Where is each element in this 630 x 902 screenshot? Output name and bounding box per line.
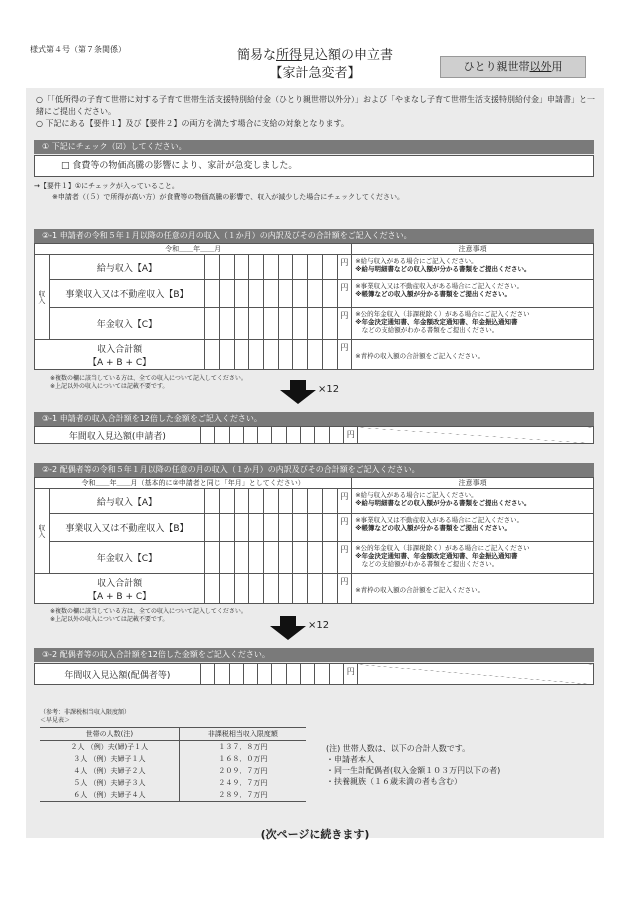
business-note: ※事業収入又は不動産収入がある場合にご記入ください。 ※帳簿などの収入額が分かる書類をご提出ください。 bbox=[352, 280, 594, 308]
yen-unit: 円 bbox=[337, 489, 352, 514]
digit-cell[interactable] bbox=[272, 664, 286, 685]
digit-cell[interactable] bbox=[322, 514, 337, 542]
digit-cell[interactable] bbox=[286, 427, 300, 444]
digit-cell[interactable] bbox=[293, 489, 308, 514]
digit-cell[interactable] bbox=[322, 280, 337, 308]
digit-cell[interactable] bbox=[229, 664, 243, 685]
form-type-badge: ひとり親世帯以外用 bbox=[440, 56, 586, 78]
continued-note: (次ページに続きます) bbox=[260, 828, 370, 841]
digit-cell[interactable] bbox=[243, 664, 257, 685]
digit-cell[interactable] bbox=[293, 514, 308, 542]
salary-label: 給与収入【A】 bbox=[49, 255, 205, 280]
digit-cell[interactable] bbox=[264, 255, 279, 280]
digit-cell[interactable] bbox=[315, 664, 329, 685]
salary-label: 給与収入【A】 bbox=[49, 489, 205, 514]
digit-cell[interactable] bbox=[249, 308, 264, 340]
note-header: 注意事項 bbox=[352, 478, 594, 489]
salary-note: ※給与収入がある場合にご記入ください。 ※給与明細書などの収入額が分かる書類をご提出ください。 bbox=[352, 489, 594, 514]
yen-unit: 円 bbox=[337, 542, 352, 574]
digit-cell[interactable] bbox=[308, 514, 323, 542]
digit-cell[interactable] bbox=[219, 308, 234, 340]
total-label: 収入合計額 【A + B + C】 bbox=[35, 340, 205, 370]
footnote-2: ※上記以外の収入については記載不要です。 bbox=[50, 616, 169, 623]
down-arrow-icon bbox=[280, 380, 316, 404]
digit-cell[interactable] bbox=[322, 542, 337, 574]
digit-cell[interactable] bbox=[278, 340, 293, 370]
footnote-1: ※複数の欄に該当している方は、全ての収入について記入してください。 bbox=[50, 375, 247, 382]
yen-unit: 円 bbox=[337, 340, 352, 370]
diagonal-cell bbox=[358, 427, 594, 444]
digit-cell[interactable] bbox=[219, 542, 234, 574]
page-subtitle: 【家計急変者】 bbox=[269, 66, 361, 81]
digit-cell[interactable] bbox=[293, 574, 308, 604]
multiplier-label: ×12 bbox=[318, 384, 340, 395]
month-header: 令和＿＿年＿＿月 bbox=[35, 244, 352, 255]
digit-cell[interactable] bbox=[278, 514, 293, 542]
yen-unit: 円 bbox=[337, 308, 352, 340]
footnote-2: ※上記以外の収入については記載不要です。 bbox=[50, 383, 169, 390]
digit-cell[interactable] bbox=[301, 427, 315, 444]
notice-line-1: ○「「低所得の子育て世帯に対する子育て世帯生活支援特別給付金（ひとり親世帯以外分）」および「やまなし子育て世帯生活支援特別給付金」申請書」と一緒にご提出ください。 bbox=[36, 95, 595, 116]
digit-cell[interactable] bbox=[278, 308, 293, 340]
ref-col-people: 世帯の人数(注) bbox=[40, 728, 179, 741]
digit-cell[interactable] bbox=[249, 542, 264, 574]
digit-cell[interactable] bbox=[205, 308, 220, 340]
digit-cell[interactable] bbox=[215, 427, 229, 444]
digit-cell[interactable] bbox=[205, 574, 220, 604]
digit-cell[interactable] bbox=[249, 574, 264, 604]
digit-cell[interactable] bbox=[200, 664, 214, 685]
total-label: 収入合計額 【A + B + C】 bbox=[35, 574, 205, 604]
digit-cell[interactable] bbox=[278, 255, 293, 280]
section32-header: ③-2 配偶者等の収入合計額を12倍した金額をご記入ください。 bbox=[34, 648, 594, 662]
digit-cell[interactable] bbox=[258, 664, 272, 685]
requirement1-text: →【要件１】①にチェックが入っていること。 bbox=[34, 182, 179, 190]
digit-cell[interactable] bbox=[322, 489, 337, 514]
digit-cell[interactable] bbox=[308, 255, 323, 280]
digit-cell[interactable] bbox=[205, 340, 220, 370]
yen-unit: 円 bbox=[337, 574, 352, 604]
digit-cell[interactable] bbox=[308, 308, 323, 340]
requirement1-note: ※申請者（（５）で所得が高い方）が食費等の物価高騰の影響で、収入が減少した場合にチェックしてください。 bbox=[52, 193, 405, 201]
note-header: 注意事項 bbox=[352, 244, 594, 255]
digit-cell[interactable] bbox=[219, 340, 234, 370]
digit-cell[interactable] bbox=[264, 489, 279, 514]
ref-row-limit: ２４９．７万円 bbox=[218, 779, 268, 787]
digit-cell[interactable] bbox=[249, 489, 264, 514]
down-arrow-icon bbox=[270, 616, 306, 640]
digit-cell[interactable] bbox=[264, 280, 279, 308]
digit-cell[interactable] bbox=[278, 280, 293, 308]
digit-cell[interactable] bbox=[234, 308, 249, 340]
digit-cell[interactable] bbox=[264, 340, 279, 370]
digit-cell[interactable] bbox=[258, 427, 272, 444]
reference-caption: （参考：非課税相当収入限度額） bbox=[40, 709, 131, 716]
ref-row-people: ２人 （例）夫(婦)子１人 bbox=[40, 741, 179, 754]
ref-row-people: ６人 （例）夫婦子４人 bbox=[40, 789, 179, 802]
salary-note: ※給与収入がある場合にご記入ください。 ※給与明細書などの収入額が分かる書類をご提出ください。 bbox=[352, 255, 594, 280]
digit-cell[interactable] bbox=[243, 427, 257, 444]
digit-cell[interactable] bbox=[293, 340, 308, 370]
digit-cell[interactable] bbox=[301, 664, 315, 685]
section1-header: ① 下記にチェック（☑）してください。 bbox=[34, 140, 594, 154]
digit-cell[interactable] bbox=[278, 489, 293, 514]
digit-cell[interactable] bbox=[229, 427, 243, 444]
digit-cell[interactable] bbox=[234, 542, 249, 574]
annual-estimate-label: 年間収入見込額(配偶者等) bbox=[35, 664, 201, 685]
digit-cell[interactable] bbox=[329, 664, 343, 685]
ref-row-people: ５人 （例）夫婦子３人 bbox=[40, 777, 179, 789]
business-label: 事業収入又は不動産収入【B】 bbox=[49, 280, 205, 308]
digit-cell[interactable] bbox=[293, 280, 308, 308]
income-side-label: 収入 bbox=[35, 489, 50, 574]
digit-cell[interactable] bbox=[308, 280, 323, 308]
digit-cell[interactable] bbox=[234, 340, 249, 370]
digit-cell[interactable] bbox=[308, 574, 323, 604]
ref-row-limit: １３７．８万円 bbox=[218, 743, 268, 751]
diagonal-cell bbox=[358, 664, 594, 685]
yen-unit: 円 bbox=[337, 280, 352, 308]
digit-cell[interactable] bbox=[234, 574, 249, 604]
digit-cell[interactable] bbox=[200, 427, 214, 444]
digit-cell[interactable] bbox=[293, 255, 308, 280]
digit-cell[interactable] bbox=[322, 308, 337, 340]
digit-cell[interactable] bbox=[322, 340, 337, 370]
business-note: ※事業収入又は不動産収入がある場合にご記入ください。 ※帳簿などの収入額が分かる書類をご提出ください。 bbox=[352, 514, 594, 542]
yen-unit: 円 bbox=[337, 514, 352, 542]
digit-cell[interactable] bbox=[249, 340, 264, 370]
section22-table bbox=[34, 477, 594, 604]
total-note: ※青枠の収入額の合計額をご記入ください。 bbox=[352, 574, 594, 604]
footnote-1: ※複数の欄に該当している方は、全ての収入について記入してください。 bbox=[50, 608, 247, 615]
business-label: 事業収入又は不動産収入【B】 bbox=[49, 514, 205, 542]
yen-unit: 円 bbox=[337, 255, 352, 280]
disaster-checkbox[interactable]: □ 食費等の物価高騰の影響により、家計が急変しました。 bbox=[34, 155, 594, 177]
ref-row-limit: ２０９．７万円 bbox=[218, 767, 268, 775]
form-number: 様式第４号（第７条関係） bbox=[30, 45, 126, 54]
digit-cell[interactable] bbox=[264, 308, 279, 340]
digit-cell[interactable] bbox=[219, 574, 234, 604]
digit-cell[interactable] bbox=[234, 514, 249, 542]
multiplier-label: ×12 bbox=[308, 620, 330, 631]
digit-cell[interactable] bbox=[322, 255, 337, 280]
digit-cell[interactable] bbox=[322, 574, 337, 604]
digit-cell[interactable] bbox=[205, 542, 220, 574]
digit-cell[interactable] bbox=[308, 489, 323, 514]
pension-note: ※公的年金収入（非課税除く）がある場合にご記入ください ※年金決定通知書、年金額改定通知書、年金振込通知書 などの支給額がわかる書類をご提出ください。 bbox=[352, 308, 594, 340]
digit-cell[interactable] bbox=[329, 427, 343, 444]
annual-estimate-label: 年間収入見込額(申請者) bbox=[35, 427, 201, 444]
digit-cell[interactable] bbox=[293, 542, 308, 574]
section31-header: ③-1 申請者の収入合計額を12倍した金額をご記入ください。 bbox=[34, 412, 594, 426]
digit-cell[interactable] bbox=[205, 255, 220, 280]
digit-cell[interactable] bbox=[286, 664, 300, 685]
digit-cell[interactable] bbox=[278, 574, 293, 604]
digit-cell[interactable] bbox=[219, 514, 234, 542]
digit-cell[interactable] bbox=[219, 280, 234, 308]
digit-cell[interactable] bbox=[249, 255, 264, 280]
digit-cell[interactable] bbox=[264, 514, 279, 542]
digit-cell[interactable] bbox=[205, 514, 220, 542]
section31-table bbox=[34, 426, 594, 444]
ref-col-limit: 非課税相当収入限度額 bbox=[207, 730, 278, 738]
household-note: (注) 世帯人数は、以下の合計人数です。 ・申請者本人 ・同一生計配偶者(収入金額１０３万円以下の者) ・扶養親族（１６歳未満の者も含む） bbox=[326, 744, 501, 786]
income-side-label: 収入 bbox=[35, 255, 50, 340]
digit-cell[interactable] bbox=[234, 255, 249, 280]
digit-cell[interactable] bbox=[249, 280, 264, 308]
section22-header: ②-2 配偶者等の令和５年１月以降の任意の月の収入（１か月）の内訳及びその合計額をご記入ください。 bbox=[34, 463, 594, 477]
digit-cell[interactable] bbox=[264, 574, 279, 604]
digit-cell[interactable] bbox=[293, 308, 308, 340]
section21-header: ②-1 申請者の令和５年１月以降の任意の月の収入（１か月）の内訳及びその合計額をご記入ください。 bbox=[34, 229, 594, 243]
pension-label: 年金収入【C】 bbox=[49, 542, 205, 574]
quick-table-caption: ＜早見表＞ bbox=[40, 717, 71, 724]
digit-cell[interactable] bbox=[308, 542, 323, 574]
month-header: 令和＿＿年＿＿月（基本的に②申請者と同じ「年月」としてください） bbox=[35, 478, 352, 489]
digit-cell[interactable] bbox=[315, 427, 329, 444]
section32-table bbox=[34, 663, 594, 685]
digit-cell[interactable] bbox=[234, 489, 249, 514]
digit-cell[interactable] bbox=[205, 280, 220, 308]
notice-line-2: ○ 下記にある【要件１】及び【要件２】の両方を満たす場合に支給の対象となります。 bbox=[36, 119, 349, 128]
digit-cell[interactable] bbox=[205, 489, 220, 514]
total-note: ※青枠の収入額の合計額をご記入ください。 bbox=[352, 340, 594, 370]
ref-row-limit: ２８９．７万円 bbox=[218, 791, 268, 799]
page-title: 簡易な所得見込額の申立書 bbox=[236, 48, 394, 63]
digit-cell[interactable] bbox=[278, 542, 293, 574]
digit-cell[interactable] bbox=[249, 514, 264, 542]
ref-row-people: ３人 （例）夫婦子１人 bbox=[40, 753, 179, 765]
notice-block bbox=[36, 94, 596, 130]
section21-table bbox=[34, 243, 594, 370]
yen-unit: 円 bbox=[344, 664, 358, 685]
reference-table bbox=[40, 727, 306, 802]
ref-row-limit: １６８．０万円 bbox=[218, 755, 268, 763]
digit-cell[interactable] bbox=[215, 664, 229, 685]
digit-cell[interactable] bbox=[234, 280, 249, 308]
digit-cell[interactable] bbox=[272, 427, 286, 444]
ref-row-people: ４人 （例）夫婦子２人 bbox=[40, 765, 179, 777]
digit-cell[interactable] bbox=[264, 542, 279, 574]
digit-cell[interactable] bbox=[308, 340, 323, 370]
digit-cell[interactable] bbox=[219, 489, 234, 514]
pension-note: ※公的年金収入（非課税除く）がある場合にご記入ください ※年金決定通知書、年金額改定通知書、年金振込通知書 などの支給額がわかる書類をご提出ください。 bbox=[352, 542, 594, 574]
yen-unit: 円 bbox=[344, 427, 358, 444]
pension-label: 年金収入【C】 bbox=[49, 308, 205, 340]
digit-cell[interactable] bbox=[219, 255, 234, 280]
